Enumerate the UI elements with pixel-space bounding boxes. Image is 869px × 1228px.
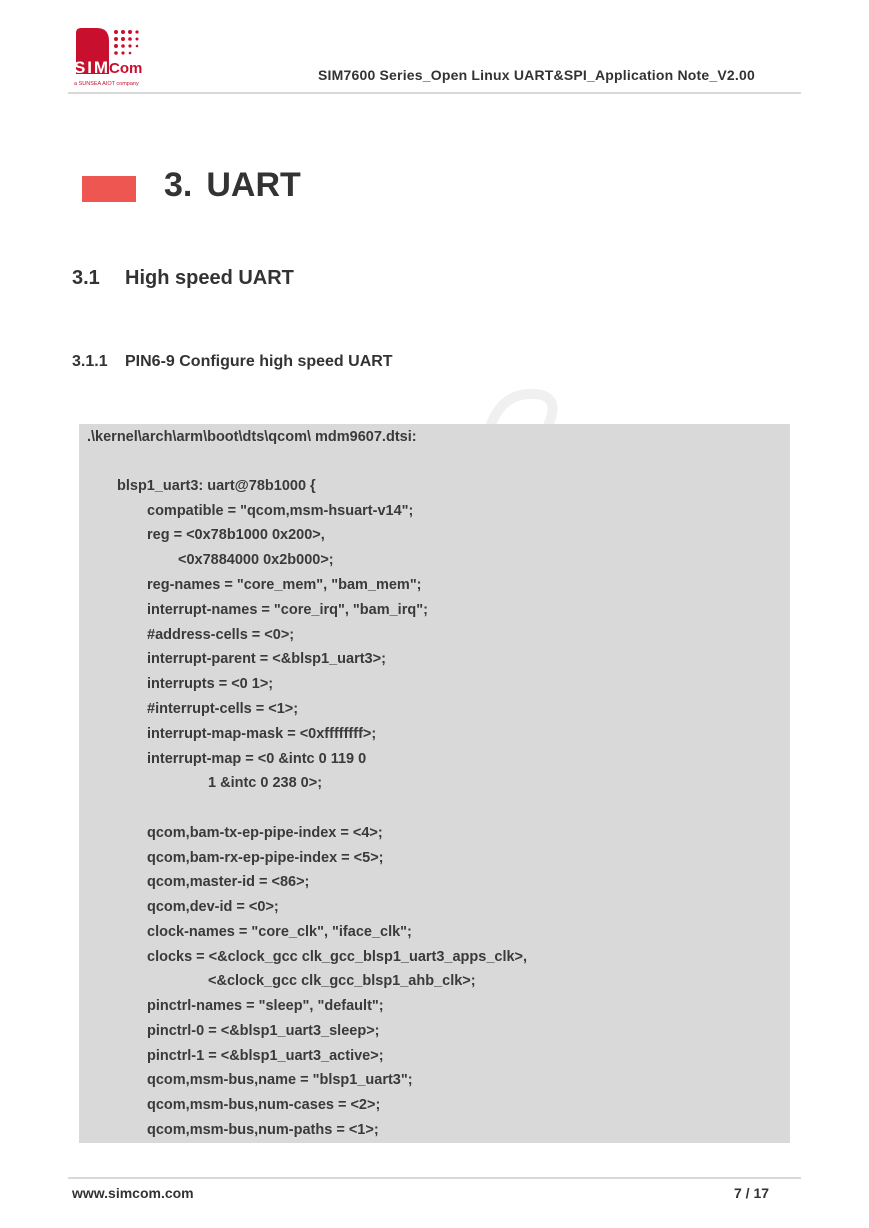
svg-text:SIM: SIM — [74, 58, 108, 77]
chapter-number: 3. — [164, 166, 193, 204]
code-block — [79, 424, 790, 1143]
header-divider — [68, 92, 801, 94]
footer-divider — [68, 1177, 801, 1179]
code-line: reg = <0x78b1000 0x200>, — [147, 527, 325, 543]
code-line: qcom,msm-bus,name = "blsp1_uart3"; — [147, 1072, 413, 1088]
code-line: .\kernel\arch\arm\boot\dts\qcom\ mdm9607.dtsi: — [87, 429, 417, 445]
code-line: <0x7884000 0x2b000>; — [178, 552, 334, 568]
code-line: qcom,msm-bus,num-cases = <2>; — [147, 1097, 381, 1113]
code-line: <&clock_gcc clk_gcc_blsp1_ahb_clk>; — [208, 973, 476, 989]
chapter-heading — [164, 166, 301, 205]
document-title: SIM7600 Series_Open Linux UART&SPI_Application Note_V2.00 — [318, 67, 755, 83]
code-line: qcom,bam-rx-ep-pipe-index = <5>; — [147, 850, 384, 866]
page-number: 7 / 17 — [734, 1185, 770, 1201]
code-line: blsp1_uart3: uart@78b1000 { — [117, 478, 316, 494]
subsection-title-text: PIN6-9 Configure high speed UART — [125, 353, 393, 370]
code-line: interrupt-map = <0 &intc 0 119 0 — [147, 751, 367, 767]
code-line: interrupts = <0 1>; — [147, 676, 274, 692]
code-line: qcom,dev-id = <0>; — [147, 899, 279, 915]
code-line: pinctrl-0 = <&blsp1_uart3_sleep>; — [147, 1023, 380, 1039]
code-line: reg-names = "core_mem", "bam_mem"; — [147, 577, 422, 593]
chapter-title-text: UART — [206, 166, 301, 204]
code-line: #interrupt-cells = <1>; — [147, 701, 299, 717]
code-line: compatible = "qcom,msm-hsuart-v14"; — [147, 503, 414, 519]
chapter-marker — [82, 176, 136, 202]
section-title-text: High speed UART — [125, 267, 294, 289]
code-line: 1 &intc 0 238 0>; — [208, 775, 323, 791]
subsection-heading — [72, 353, 393, 371]
svg-text:Com: Com — [109, 60, 143, 77]
code-line: interrupt-map-mask = <0xffffffff>; — [147, 726, 377, 742]
code-line: interrupt-parent = <&blsp1_uart3>; — [147, 651, 386, 667]
subsection-number: 3.1.1 — [72, 353, 108, 370]
code-line: qcom,msm-bus,num-paths = <1>; — [147, 1122, 379, 1138]
section-number: 3.1 — [72, 267, 100, 289]
code-line: clocks = <&clock_gcc clk_gcc_blsp1_uart3_apps_clk>, — [147, 949, 528, 965]
section-heading — [72, 267, 294, 290]
code-line: clock-names = "core_clk", "iface_clk"; — [147, 924, 412, 940]
code-line: pinctrl-names = "sleep", "default"; — [147, 998, 384, 1014]
svg-text:a SUNSEA AIOT company: a SUNSEA AIOT company — [74, 81, 139, 87]
simcom-logo — [73, 27, 153, 89]
code-line: qcom,bam-tx-ep-pipe-index = <4>; — [147, 825, 383, 841]
code-line: interrupt-names = "core_irq", "bam_irq"; — [147, 602, 428, 618]
footer-website-link[interactable]: www.simcom.com — [72, 1185, 194, 1201]
code-line: qcom,master-id = <86>; — [147, 874, 310, 890]
code-line: pinctrl-1 = <&blsp1_uart3_active>; — [147, 1048, 384, 1064]
code-line: #address-cells = <0>; — [147, 627, 295, 643]
